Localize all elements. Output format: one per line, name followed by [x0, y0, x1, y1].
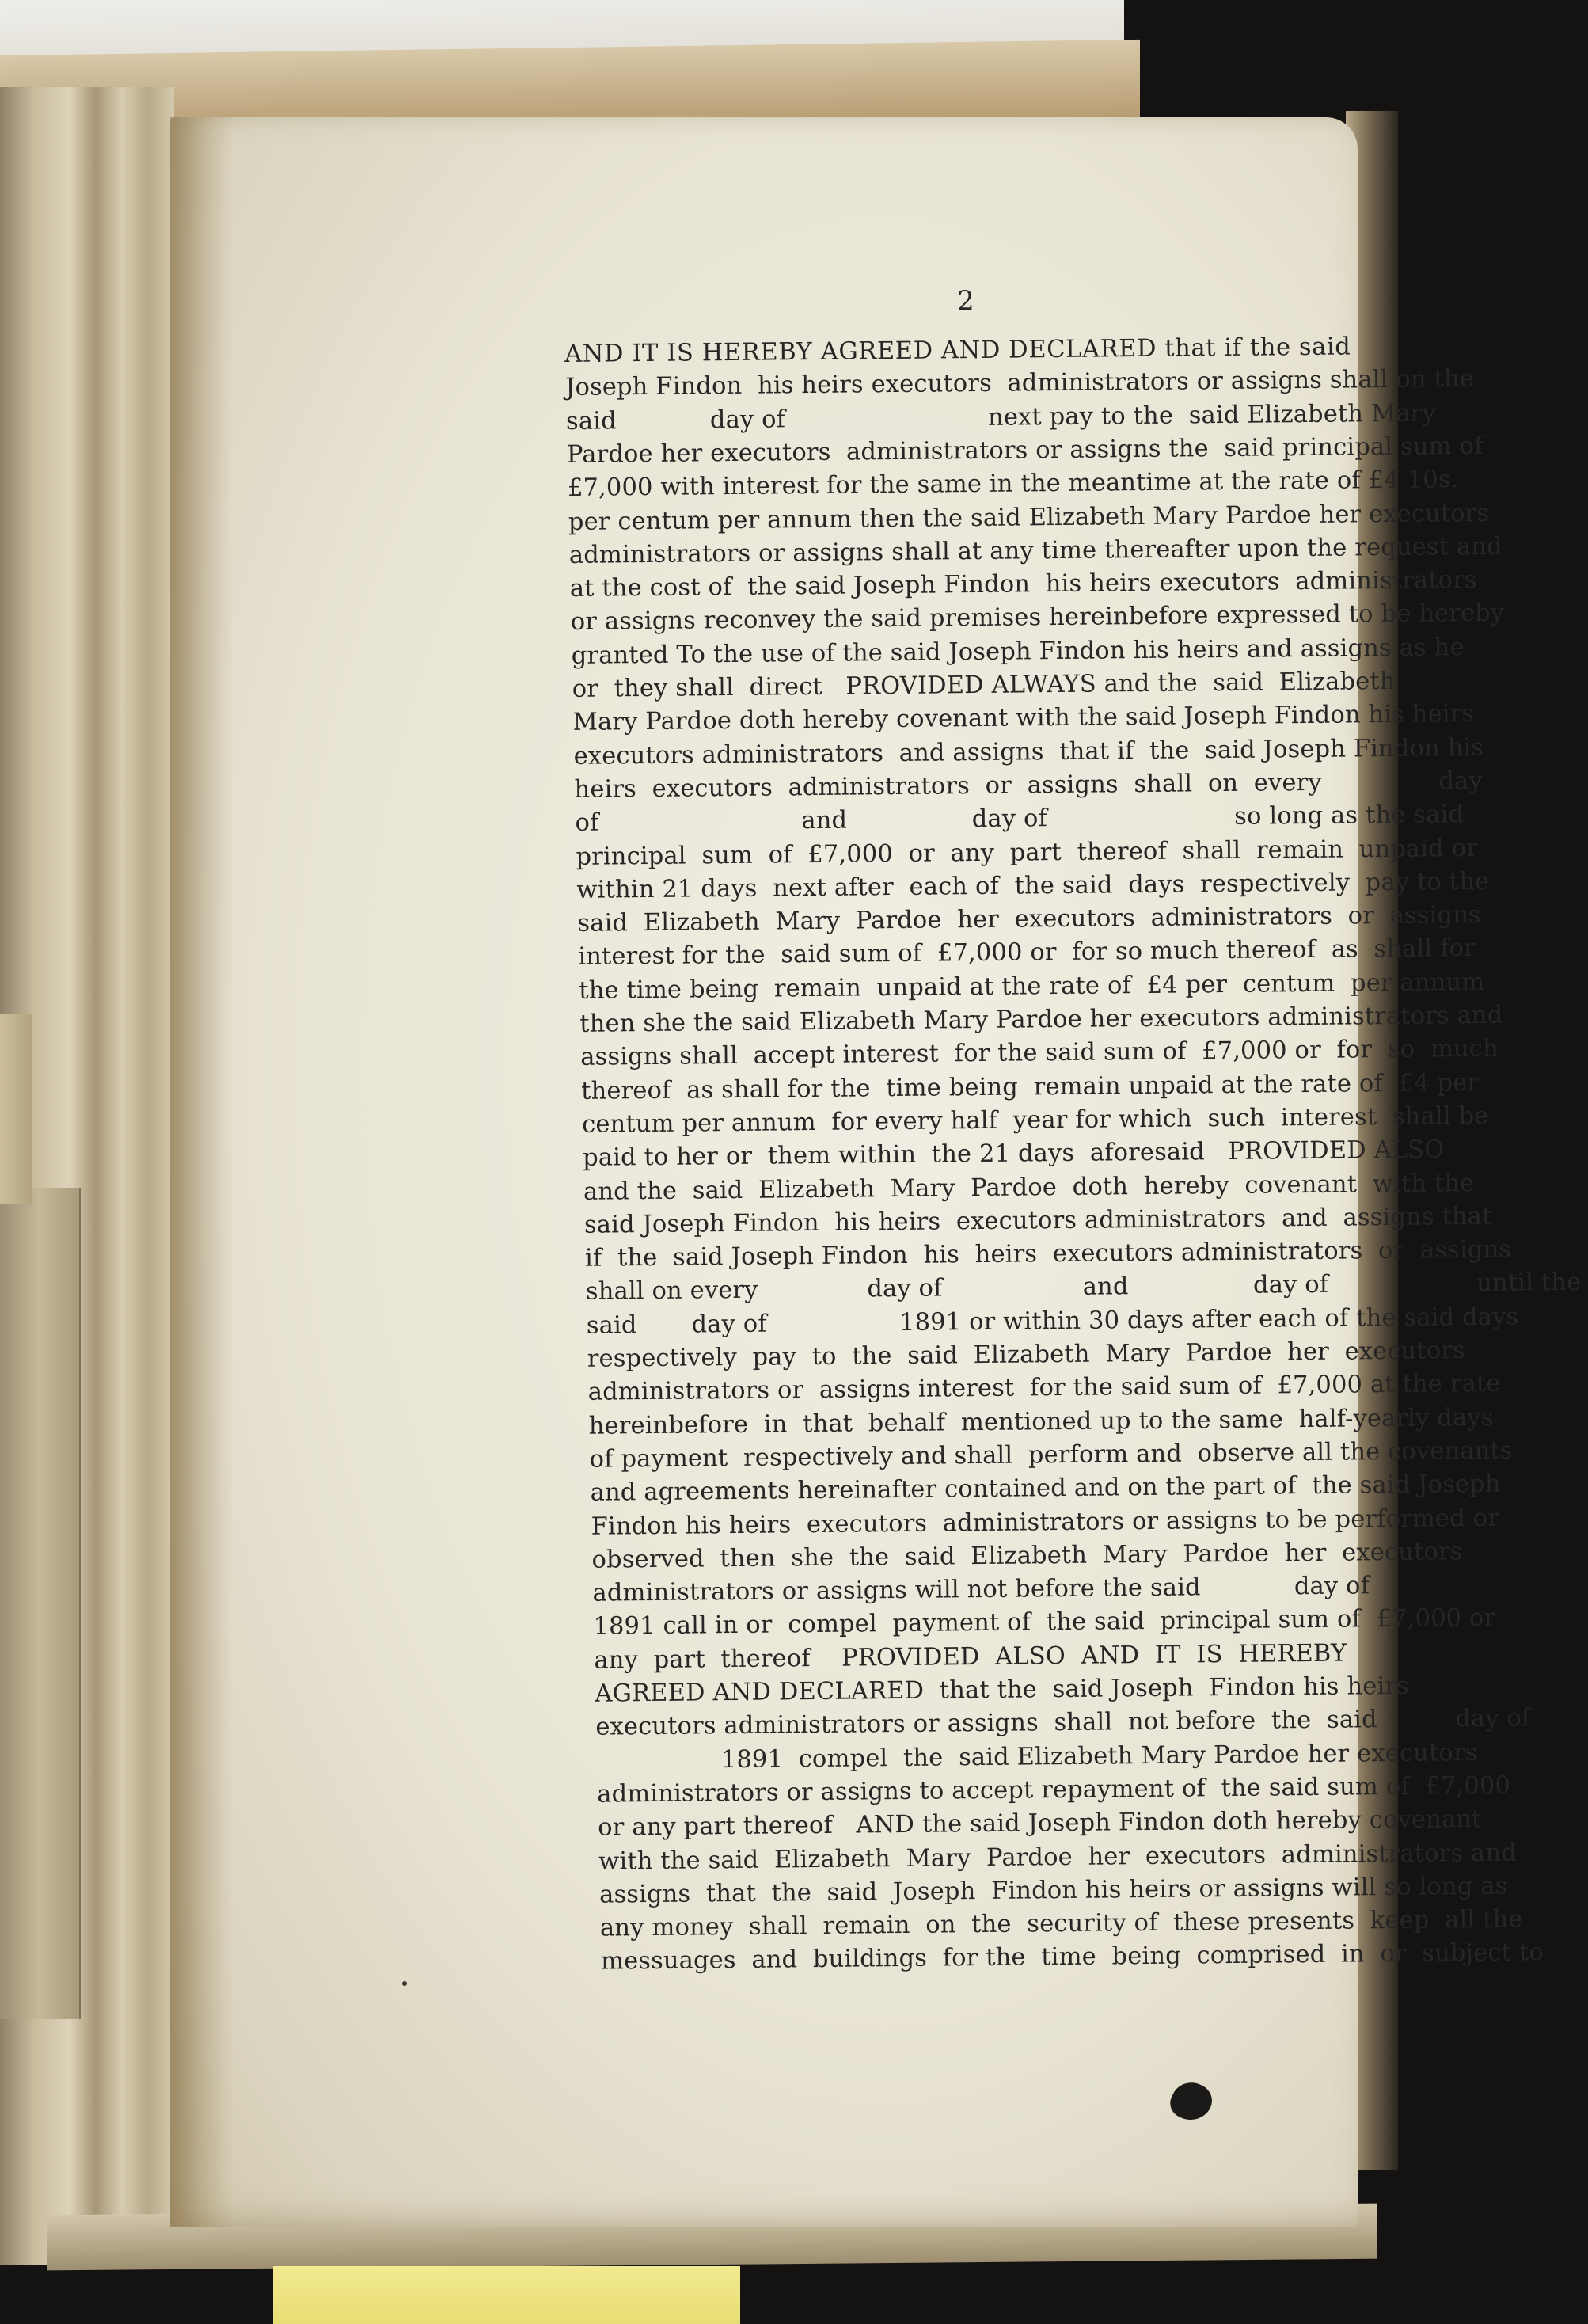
text-line: said Elizabeth Mary Pardoe her executors administrators or assigns: [577, 901, 1481, 938]
text-line: messuages and buildings for the time being comprised in or subject to: [600, 1938, 1544, 1976]
text-line: principal sum of £7,000 or any part thereof shall remain unpaid or: [576, 834, 1479, 871]
text-line: then she the said Elizabeth Mary Pardoe her executors administrators and: [579, 1001, 1503, 1038]
page-gutter-shadow: [170, 117, 234, 2227]
text-line: 1891 call in or compel payment of the said principal sum of £7,000 or: [593, 1604, 1496, 1641]
text-line: £7,000 with interest for the same in the meantime at the rate of £4 10s.: [567, 466, 1459, 503]
deed-text: [564, 333, 1582, 1987]
text-line: Findon his heirs executors administrators or assigns to be performed or: [591, 1504, 1500, 1541]
page-stack-tab: [0, 1014, 32, 1204]
text-line: if the said Joseph Findon his heirs executors administrators or assigns: [584, 1235, 1512, 1272]
text-line: or any part thereof AND the said Joseph Findon doth hereby covenant: [598, 1805, 1482, 1842]
text-line: per centum per annum then the said Elizabeth Mary Pardoe her executors: [568, 499, 1490, 536]
text-line: administrators or assigns shall at any time thereafter upon the request and: [568, 532, 1503, 569]
text-line: executors administrators and assigns that if the said Joseph Findon his: [573, 733, 1484, 770]
text-line: administrators or assigns to accept repayment of the said sum of £7,000: [597, 1771, 1511, 1809]
text-line: AND IT IS HEREBY AGREED AND DECLARED that if the said: [564, 333, 1351, 368]
text-line: interest for the said sum of £7,000 or for so much thereof as shall for: [578, 934, 1476, 972]
text-line: any money shall remain on the security of these presents keep all the: [599, 1905, 1523, 1942]
yellow-label-slip: [273, 2266, 740, 2324]
text-line: or they shall direct PROVIDED ALWAYS and the said Elizabeth: [572, 667, 1396, 703]
text-line: the time being remain unpaid at the rate of £4 per centum per annum: [579, 968, 1485, 1005]
text-line: at the cost of the said Joseph Findon his heirs executors administrators: [569, 566, 1477, 603]
ink-dot: [402, 1981, 407, 1986]
text-line: shall on every day of and day of until the: [585, 1269, 1582, 1307]
text-line: assigns shall accept interest for the said sum of £7,000 or for so much: [580, 1035, 1499, 1072]
text-line: within 21 days next after each of the said days respectively pay to the: [576, 867, 1490, 904]
text-line: administrators or assigns will not before the said day of: [592, 1572, 1370, 1607]
text-line: paid to her or them within the 21 days aforesaid PROVIDED ALSO: [582, 1135, 1445, 1173]
page-number: 2: [957, 285, 974, 317]
text-line: administrators or assigns interest for the said sum of £7,000 at the rate: [587, 1370, 1501, 1407]
text-line: Joseph Findon his heirs executors administrators or assigns shall on the: [564, 365, 1475, 402]
text-line: assigns that the said Joseph Findon his heirs or assigns will so long as: [598, 1872, 1508, 1909]
text-line: Pardoe her executors administrators or assigns the said principal sum of: [566, 432, 1484, 469]
text-line: heirs executors administrators or assigns shall on every day: [574, 766, 1483, 804]
page-stack-fold: [0, 1188, 81, 2019]
text-line: said Joseph Findon his heirs executors administrators and assigns that: [583, 1202, 1492, 1239]
text-line: or assigns reconvey the said premises hereinbefore expressed to be hereby: [570, 599, 1505, 637]
text-line: of and day of so long as the said: [575, 801, 1465, 838]
text-line: Mary Pardoe doth hereby covenant with the said Joseph Findon his heirs: [572, 700, 1475, 737]
text-line: and the said Elizabeth Mary Pardoe doth hereby covenant with the: [583, 1169, 1475, 1206]
text-line: AGREED AND DECLARED that the said Joseph Findon his heirs: [595, 1672, 1410, 1708]
text-line: and agreements hereinafter contained and on the part of the said Joseph: [590, 1470, 1501, 1507]
text-line: said day of next pay to the said Elizabeth Mary: [565, 399, 1436, 436]
text-line: respectively pay to the said Elizabeth Mary Pardoe her executors: [587, 1337, 1465, 1373]
text-line: granted To the use of the said Joseph Findon his heirs and assigns as he: [571, 633, 1465, 670]
text-line: executors administrators or assigns shall not before the said day of: [595, 1704, 1531, 1741]
text-line: any part thereof PROVIDED ALSO AND IT IS HEREBY: [594, 1639, 1347, 1675]
text-line: observed then she the said Elizabeth Mary Pardoe her executors: [591, 1537, 1463, 1574]
text-line: centum per annum for every half year for which such interest shall be: [581, 1101, 1489, 1139]
text-line: thereof as shall for the time being remain unpaid at the rate of £4 per: [581, 1068, 1480, 1105]
text-line: hereinbefore in that behalf mentioned up to the same half-yearly days: [588, 1403, 1494, 1440]
text-line: said day of 1891 or within 30 days after each of the said days: [586, 1303, 1519, 1340]
text-line: with the said Elizabeth Mary Pardoe her executors administrators and: [598, 1839, 1518, 1876]
text-line: 1891 compel the said Elizabeth Mary Pardoe her executors: [596, 1738, 1478, 1775]
text-line: of payment respectively and shall perform and observe all the covenants: [589, 1436, 1513, 1474]
